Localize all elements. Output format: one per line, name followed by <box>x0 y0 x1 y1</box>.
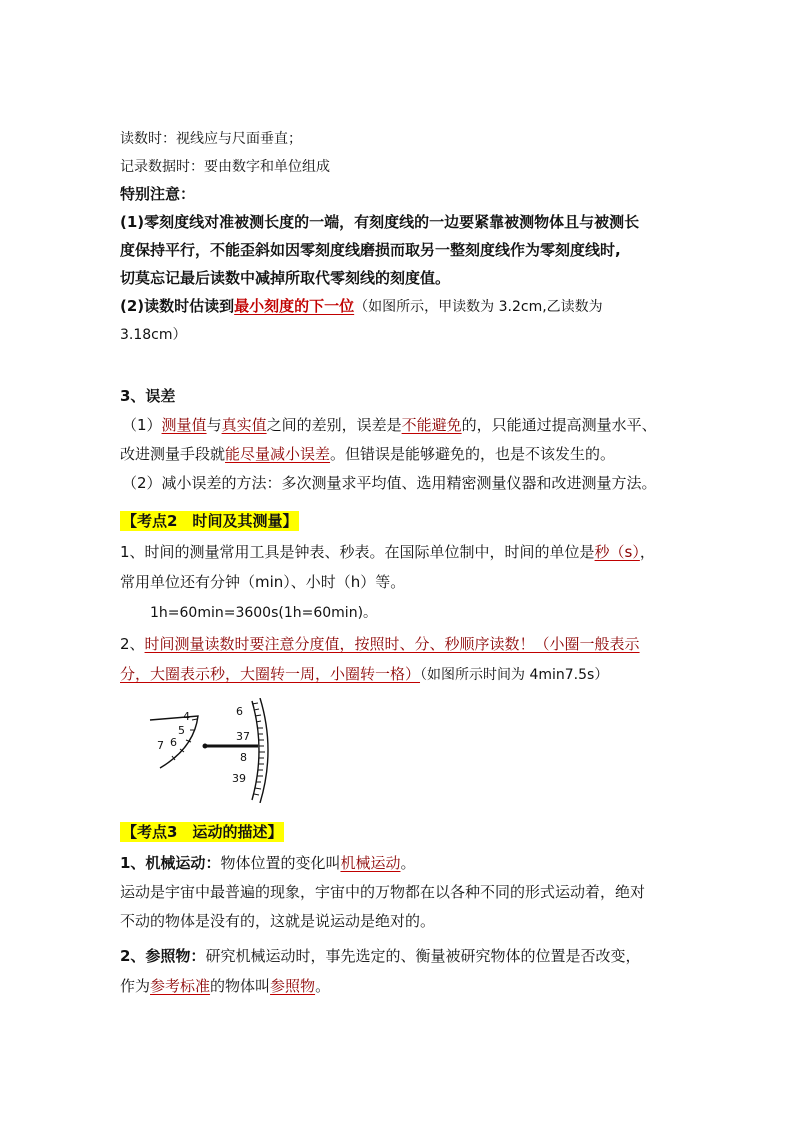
reference-object-term: 参照物 <box>270 977 316 995</box>
note-2-example: （如图所示，甲读数为 3.2cm,乙读数为 <box>354 299 603 315</box>
note-1-line-1: (1)零刻度线对准被测长度的一端，有刻度线的一边要紧靠被测物体且与被测长 <box>120 213 640 231</box>
time-reading-rule: 时间测量读数时要注意分度值，按照时、分、秒顺序读数！（小圈一般表示 <box>144 635 640 653</box>
note-2-line-2: 3.18cm） <box>120 327 187 343</box>
error-para-2 <box>120 443 615 464</box>
time-para-2: 常用单位还有分钟（min）、小时（h）等。 <box>120 573 406 591</box>
section-heading-3 <box>120 821 284 842</box>
error-label-1: （1） <box>122 416 162 434</box>
time-item-2-label: 2、 <box>120 635 145 653</box>
error-para-1 <box>122 414 657 435</box>
reference-def: 研究机械运动时，事先选定的、衡量被研究物体的位置是否改变， <box>205 947 641 965</box>
note-1-line-3: 切莫忘记最后读数中减掉所取代零刻线的刻度值。 <box>120 269 451 287</box>
section-heading-3-text: 【考点3 运动的描述】 <box>122 823 283 841</box>
dial-example-text: （如图所示时间为 4min7.5s） <box>420 667 609 683</box>
note-1-line-2: 度保持平行，不能歪斜如因零刻度线磨损而取另一整刻度线作为零刻度线时, <box>120 241 621 259</box>
mechanical-motion-label: 1、机械运动： <box>120 854 221 872</box>
small-dial-label: 6 <box>170 736 177 749</box>
hand-pivot <box>203 744 208 749</box>
dial-rule-text: 分，大圈表示秒，大圈转一周，小圈转一格） <box>120 665 421 683</box>
reference-para-1 <box>120 945 640 966</box>
section-heading-2-text: 【考点2 时间及其测量】 <box>122 512 298 530</box>
text-record-line: 记录数据时：要由数字和单位组成 <box>120 159 330 175</box>
time-tools-text: 1、时间的测量常用工具是钟表、秒表。在国际单位制中，时间的单位是 <box>120 543 595 561</box>
motion-para-3: 不动的物体是没有的，这就是说运动是绝对的。 <box>120 912 436 930</box>
true-value-term: 真实值 <box>221 416 267 434</box>
reference-label: 2、参照物： <box>120 947 206 965</box>
reference-para-2 <box>120 975 330 996</box>
text-object-called: 的物体叫 <box>210 977 271 995</box>
time-para-3 <box>120 633 640 654</box>
small-dial-label: 4 <box>183 710 190 723</box>
small-dial-label: 7 <box>157 739 164 752</box>
motion-para-2: 运动是宇宙中最普遍的现象，宇宙中的万物都在以各种不同的形式运动着，绝对 <box>120 883 646 901</box>
text-comma: ， <box>639 543 655 561</box>
stopwatch-figure <box>148 698 283 803</box>
reference-standard-term: 参考标准 <box>150 977 211 995</box>
big-dial-label: 37 <box>236 730 250 743</box>
text-reading-line: 读数时：视线应与尺面垂直； <box>120 131 302 147</box>
time-conversion: 1h=60min=3600s(1h=60min)。 <box>150 605 378 621</box>
mechanical-motion-term: 机械运动 <box>340 854 401 872</box>
text-period-2: 。 <box>315 977 331 995</box>
text-as: 作为 <box>120 977 151 995</box>
note-2-line-1 <box>120 295 603 316</box>
note-2-prefix: (2)读数时估读到 <box>120 297 235 315</box>
text-period: 。 <box>400 854 416 872</box>
measured-value-term: 测量值 <box>161 416 207 434</box>
big-dial-label: 39 <box>232 772 246 785</box>
mechanical-motion-def: 物体位置的变化叫 <box>220 854 341 872</box>
big-dial-label: 6 <box>236 705 243 718</box>
text-improve-means: 改进测量手段就 <box>120 445 226 463</box>
reduce-error-term: 能尽量减小误差 <box>225 445 331 463</box>
error-heading: 3、误差 <box>120 387 176 405</box>
error-para-3: （2）减小误差的方法：多次测量求平均值、选用精密测量仪器和改进测量方法。 <box>122 474 657 492</box>
small-dial-label: 5 <box>178 724 185 737</box>
section-heading-2 <box>120 510 299 531</box>
unavoidable-term: 不能避免 <box>401 416 462 434</box>
time-para-4 <box>120 663 608 684</box>
second-unit-term: 秒（s） <box>594 543 640 561</box>
big-dial-label: 8 <box>240 751 247 764</box>
note-2-highlight: 最小刻度的下一位 <box>234 297 355 315</box>
big-dial-outer-arc <box>260 698 268 803</box>
text-and: 与 <box>206 416 222 434</box>
motion-para-1 <box>120 852 416 873</box>
text-mistake: 。但错误是能够避免的，也是不该发生的。 <box>330 445 616 463</box>
text-difference: 之间的差别，误差是 <box>266 416 402 434</box>
time-para-1 <box>120 541 655 562</box>
special-note-heading: 特别注意： <box>120 185 196 203</box>
text-improve: 的，只能通过提高测量水平、 <box>461 416 657 434</box>
